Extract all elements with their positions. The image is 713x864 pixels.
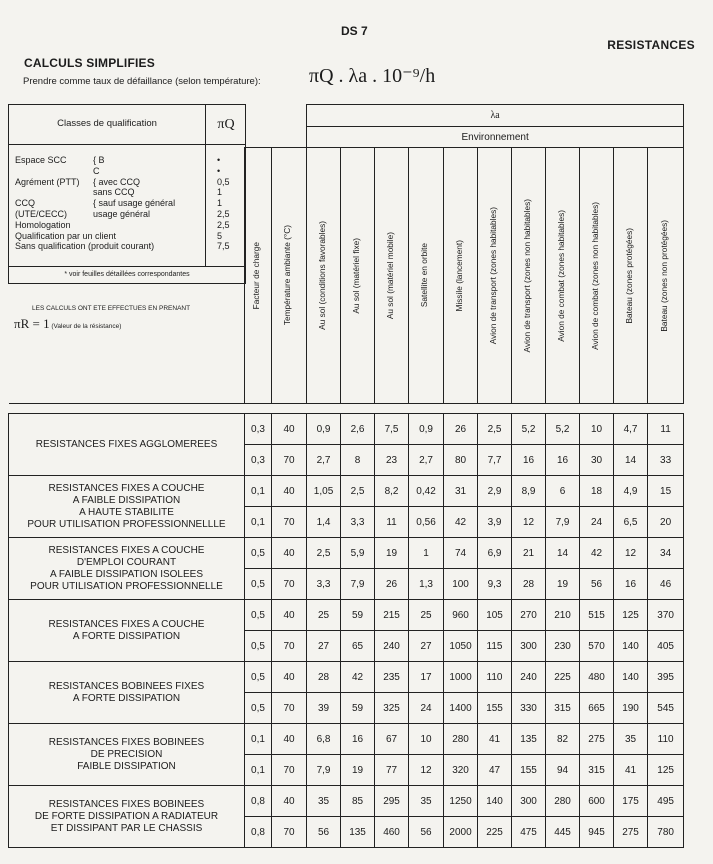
rate-cell: 295: [375, 786, 409, 817]
rate-cell: 41: [478, 724, 512, 755]
rate-cell: 320: [444, 755, 478, 786]
rate-cell: 0,1: [245, 755, 272, 786]
rate-cell: 40: [272, 476, 307, 507]
rate-cell: 59: [341, 693, 375, 724]
column-header-label: Missile (lancement): [453, 239, 464, 312]
resistor-type-line: FAIBLE DISSIPATION: [77, 760, 176, 772]
qualification-sub: sans CCQ: [93, 187, 135, 198]
rate-cell: 0,5: [245, 631, 272, 662]
rate-cell: 18: [580, 476, 614, 507]
pi-r-symbol: πR = 1: [14, 316, 50, 331]
rate-cell: 15: [648, 476, 684, 507]
resistor-type-line: RESISTANCES FIXES AGGLOMEREES: [35, 438, 218, 450]
qualification-value: 0,5: [217, 176, 230, 187]
rate-cell: 9,3: [478, 569, 512, 600]
rate-cell: 27: [409, 631, 444, 662]
rate-cell: 56: [307, 817, 341, 848]
rate-cell: 47: [478, 755, 512, 786]
rate-cell: 275: [580, 724, 614, 755]
table-row: [9, 600, 684, 631]
rate-cell: 395: [648, 662, 684, 693]
rate-cell: 42: [341, 662, 375, 693]
resistor-type-line: DE PRECISION: [90, 748, 163, 760]
rate-cell: 175: [614, 786, 648, 817]
column-header-label: Au sol (matériel mobile): [384, 231, 395, 320]
rate-cell: 215: [375, 600, 409, 631]
rate-cell: 46: [648, 569, 684, 600]
column-header-label: Température ambiante (°C): [282, 225, 293, 326]
column-header-label: Au sol (matériel fixe): [350, 237, 361, 314]
rate-cell: 1,3: [409, 569, 444, 600]
rate-cell: 35: [307, 786, 341, 817]
qualification-label: Homologation: [15, 219, 71, 230]
rate-cell: 25: [307, 600, 341, 631]
calc-note-value: (Valeur de la résistance): [51, 323, 122, 330]
rate-cell: 25: [409, 600, 444, 631]
column-header: [580, 148, 614, 404]
rate-cell: 28: [512, 569, 546, 600]
rate-cell: 0,5: [245, 600, 272, 631]
rate-cell: 2,5: [478, 414, 512, 445]
rate-cell: 1,05: [307, 476, 341, 507]
resistor-type: [9, 538, 245, 600]
rate-cell: 40: [272, 414, 307, 445]
rate-cell: 945: [580, 817, 614, 848]
qualification-row: [15, 155, 241, 166]
qualification-sub: usage général: [93, 208, 151, 219]
rate-cell: 370: [648, 600, 684, 631]
rate-cell: 300: [512, 786, 546, 817]
rate-cell: 135: [341, 817, 375, 848]
calc-note-pi: [14, 316, 244, 332]
resistor-type-line: A FAIBLE DISSIPATION: [72, 494, 181, 506]
rate-cell: 0,5: [245, 662, 272, 693]
rate-cell: 0,5: [245, 693, 272, 724]
rate-cell: 3,3: [307, 569, 341, 600]
rate-cell: 230: [546, 631, 580, 662]
rate-cell: 3,9: [478, 507, 512, 538]
qualification-label: Sans qualification (produit courant): [15, 241, 155, 252]
rate-cell: 35: [409, 786, 444, 817]
qualification-row: [15, 166, 241, 177]
rate-cell: 10: [580, 414, 614, 445]
resistor-type-line: POUR UTILISATION PROFESSIONNELLLE: [27, 518, 226, 530]
resistor-type-line: RESISTANCES FIXES BOBINEES: [48, 798, 205, 810]
rate-cell: 140: [478, 786, 512, 817]
table-row: [9, 662, 684, 693]
rate-cell: 41: [614, 755, 648, 786]
qualification-box: [8, 104, 246, 284]
rate-cell: 600: [580, 786, 614, 817]
rate-cell: 11: [375, 507, 409, 538]
column-header: [478, 148, 512, 404]
rate-cell: 2000: [444, 817, 478, 848]
pi-q-symbol: πQ: [205, 105, 246, 144]
rate-cell: 1,4: [307, 507, 341, 538]
rate-cell: 40: [272, 662, 307, 693]
rate-cell: 34: [648, 538, 684, 569]
rate-cell: 140: [614, 662, 648, 693]
rate-cell: 140: [614, 631, 648, 662]
rate-cell: 8: [341, 445, 375, 476]
rate-cell: 8,9: [512, 476, 546, 507]
rate-cell: 325: [375, 693, 409, 724]
rate-cell: 42: [580, 538, 614, 569]
resistor-type-line: RESISTANCES BOBINEES FIXES: [48, 680, 205, 692]
formula: πQ . λa . 10⁻⁹/h: [309, 65, 436, 87]
rate-cell: 210: [546, 600, 580, 631]
column-header-label: Au sol (conditions favorables): [316, 221, 327, 330]
resistor-type-line: RESISTANCES FIXES A COUCHE: [48, 618, 205, 630]
rate-cell: 16: [512, 445, 546, 476]
rate-cell: 115: [478, 631, 512, 662]
rate-cell: 1050: [444, 631, 478, 662]
rate-cell: 7,9: [341, 569, 375, 600]
rate-cell: 12: [614, 538, 648, 569]
rate-cell: 35: [614, 724, 648, 755]
resistor-type: [9, 476, 245, 538]
rate-cell: 7,9: [546, 507, 580, 538]
rate-cell: 570: [580, 631, 614, 662]
rate-cell: 42: [444, 507, 478, 538]
table-row: [9, 724, 684, 755]
rate-cell: 270: [512, 600, 546, 631]
calc-note: [14, 305, 244, 332]
rate-cell: 960: [444, 600, 478, 631]
table-spacer: [9, 404, 684, 414]
resistor-type-line: RESISTANCES FIXES A COUCHE: [48, 544, 205, 556]
rate-cell: 225: [546, 662, 580, 693]
rate-cell: 70: [272, 631, 307, 662]
rate-cell: 240: [375, 631, 409, 662]
qualification-label: (UTE/CECC): [15, 208, 67, 219]
rate-cell: 74: [444, 538, 478, 569]
rate-cell: 28: [307, 662, 341, 693]
rate-cell: 1400: [444, 693, 478, 724]
qualification-row: [15, 198, 241, 209]
qualification-header: [9, 105, 245, 145]
rate-cell: 545: [648, 693, 684, 724]
rate-cell: 11: [648, 414, 684, 445]
rate-cell: 480: [580, 662, 614, 693]
rate-cell: 2,5: [341, 476, 375, 507]
rate-cell: 0,9: [307, 414, 341, 445]
rate-cell: 110: [648, 724, 684, 755]
resistor-type-line: DE FORTE DISSIPATION A RADIATEUR: [34, 810, 219, 822]
rate-cell: 7,7: [478, 445, 512, 476]
rate-cell: 240: [512, 662, 546, 693]
rate-cell: 70: [272, 755, 307, 786]
rate-cell: 0,1: [245, 724, 272, 755]
rate-cell: 300: [512, 631, 546, 662]
section-title: RESISTANCES: [607, 38, 695, 52]
rate-cell: 2,6: [341, 414, 375, 445]
rate-cell: 77: [375, 755, 409, 786]
rate-cell: 5,2: [512, 414, 546, 445]
column-header: [614, 148, 648, 404]
rate-cell: 2,9: [478, 476, 512, 507]
rate-cell: 56: [409, 817, 444, 848]
resistor-type-line: A FORTE DISSIPATION: [72, 630, 181, 642]
calc-note-line: LES CALCULS ONT ETE EFFECTUES EN PRENANT: [32, 305, 191, 312]
rate-cell: 275: [614, 817, 648, 848]
qualification-sub: { B: [93, 155, 105, 165]
rate-cell: 30: [580, 445, 614, 476]
rate-cell: 21: [512, 538, 546, 569]
rate-cell: 135: [512, 724, 546, 755]
rate-cell: 110: [478, 662, 512, 693]
lambda-header: λa: [307, 105, 684, 127]
rate-cell: 70: [272, 817, 307, 848]
resistor-type: [9, 414, 245, 476]
rate-cell: 475: [512, 817, 546, 848]
rate-cell: 70: [272, 445, 307, 476]
rate-cell: 56: [580, 569, 614, 600]
rate-cell: 280: [546, 786, 580, 817]
rate-cell: 4,9: [614, 476, 648, 507]
rate-cell: 7,5: [375, 414, 409, 445]
column-header-label: Avion de combat (zones habitables): [555, 209, 566, 342]
rate-cell: 445: [546, 817, 580, 848]
rate-cell: 10: [409, 724, 444, 755]
rate-cell: 125: [648, 755, 684, 786]
rate-cell: 20: [648, 507, 684, 538]
rate-cell: 460: [375, 817, 409, 848]
rate-cell: 100: [444, 569, 478, 600]
rate-cell: 40: [272, 600, 307, 631]
page-code: DS 7: [341, 24, 368, 38]
qualification-row: [15, 177, 241, 188]
rate-cell: 235: [375, 662, 409, 693]
column-header: [648, 148, 684, 404]
rate-cell: 780: [648, 817, 684, 848]
rate-cell: 16: [341, 724, 375, 755]
environment-header: Environnement: [307, 127, 684, 148]
resistor-type-line: RESISTANCES FIXES BOBINEES: [48, 736, 205, 748]
table-row: [9, 414, 684, 445]
column-header: [341, 148, 375, 404]
rate-cell: 16: [614, 569, 648, 600]
rate-cell: 31: [444, 476, 478, 507]
rate-cell: 2,5: [307, 538, 341, 569]
resistor-type-line: POUR UTILISATION PROFESSIONNELLE: [30, 580, 223, 592]
rate-cell: 65: [341, 631, 375, 662]
rate-cell: 1: [409, 538, 444, 569]
rate-cell: 0,5: [245, 538, 272, 569]
rate-cell: 665: [580, 693, 614, 724]
rate-cell: 40: [272, 724, 307, 755]
qualification-value: 1: [217, 187, 223, 198]
rate-cell: 3,3: [341, 507, 375, 538]
rate-cell: 5,9: [341, 538, 375, 569]
rate-cell: 4,7: [614, 414, 648, 445]
qualification-value: 7,5: [217, 241, 230, 252]
column-header: [444, 148, 478, 404]
rate-cell: 70: [272, 507, 307, 538]
column-header-label: Satellite en orbite: [419, 243, 430, 308]
rate-cell: 6,9: [478, 538, 512, 569]
rate-cell: 16: [546, 445, 580, 476]
table-row: [9, 476, 684, 507]
rate-cell: 0,8: [245, 786, 272, 817]
rate-cell: 39: [307, 693, 341, 724]
qualification-label: Agrément (PTT): [15, 176, 80, 187]
resistor-type-line: RESISTANCES FIXES A COUCHE: [48, 482, 205, 494]
rate-cell: 0,3: [245, 414, 272, 445]
qualification-sub: { avec CCQ: [93, 176, 141, 187]
rate-cell: 315: [546, 693, 580, 724]
rate-cell: 1250: [444, 786, 478, 817]
rate-cell: 8,2: [375, 476, 409, 507]
table-row: [9, 538, 684, 569]
rate-cell: 6,5: [614, 507, 648, 538]
rate-cell: 23: [375, 445, 409, 476]
column-header: [245, 148, 272, 404]
qualification-value: •: [217, 165, 221, 176]
rate-cell: 2,7: [409, 445, 444, 476]
rate-cell: 155: [512, 755, 546, 786]
instruction: Prendre comme taux de défaillance (selon température):: [23, 76, 261, 87]
rate-cell: 125: [614, 600, 648, 631]
rate-cell: 59: [341, 600, 375, 631]
column-header: [307, 148, 341, 404]
rate-cell: 19: [341, 755, 375, 786]
rate-cell: 0,3: [245, 445, 272, 476]
resistor-type: [9, 662, 245, 724]
rate-cell: 7,9: [307, 755, 341, 786]
qualification-footnote: * voir feuilles détaillées correspondantes: [9, 266, 245, 284]
rate-cell: 27: [307, 631, 341, 662]
column-header: [272, 148, 307, 404]
rate-cell: 225: [478, 817, 512, 848]
qualification-label: Qualification par un client: [15, 230, 117, 241]
qualification-label: CCQ: [15, 198, 35, 209]
qualification-row: [15, 241, 241, 252]
rate-cell: 82: [546, 724, 580, 755]
resistor-type-line: A FORTE DISSIPATION: [72, 692, 181, 704]
rate-cell: 0,1: [245, 476, 272, 507]
rate-cell: 40: [272, 786, 307, 817]
rate-cell: 405: [648, 631, 684, 662]
rate-cell: 190: [614, 693, 648, 724]
rate-cell: 495: [648, 786, 684, 817]
column-header-label: Avion de combat (zones non habitables): [589, 201, 600, 350]
rate-cell: 280: [444, 724, 478, 755]
heading: CALCULS SIMPLIFIES: [24, 56, 155, 70]
qualification-value: 5: [217, 230, 223, 241]
resistor-type-line: A FAIBLE DISSIPATION ISOLEES: [49, 568, 204, 580]
qualification-value: 1: [217, 198, 223, 209]
rate-cell: 24: [409, 693, 444, 724]
column-header-label: Facteur de charge: [251, 241, 261, 310]
rate-cell: 2,7: [307, 445, 341, 476]
resistor-type-line: ET DISSIPANT PAR LE CHASSIS: [50, 822, 203, 834]
rate-cell: 315: [580, 755, 614, 786]
resistor-type: [9, 600, 245, 662]
rate-cell: 33: [648, 445, 684, 476]
qualification-value: 2,5: [217, 219, 230, 230]
qualification-sub: { sauf usage général: [93, 198, 176, 209]
rate-cell: 40: [272, 538, 307, 569]
qualification-row: [15, 231, 241, 242]
rate-cell: 14: [614, 445, 648, 476]
table-row: [9, 786, 684, 817]
column-header: [512, 148, 546, 404]
rate-cell: 0,1: [245, 507, 272, 538]
qualification-sub: C: [93, 165, 100, 176]
rate-cell: 80: [444, 445, 478, 476]
rate-cell: 0,8: [245, 817, 272, 848]
column-header-label: Bateau (zones non protégées): [658, 219, 669, 332]
rate-cell: 12: [409, 755, 444, 786]
rate-cell: 515: [580, 600, 614, 631]
qualification-rows: [15, 155, 241, 252]
qualification-label: Espace SCC: [15, 155, 67, 165]
rate-cell: 70: [272, 569, 307, 600]
column-header-label: Bateau (zones protégées): [623, 227, 634, 324]
rate-cell: 12: [512, 507, 546, 538]
column-header: [546, 148, 580, 404]
rate-cell: 6,8: [307, 724, 341, 755]
qualification-row: [15, 187, 241, 198]
rate-cell: 17: [409, 662, 444, 693]
qualification-row: [15, 209, 241, 220]
qualification-row: [15, 220, 241, 231]
rate-cell: 1000: [444, 662, 478, 693]
resistor-type-line: D'EMPLOI COURANT: [76, 556, 177, 568]
rate-cell: 85: [341, 786, 375, 817]
rate-cell: 155: [478, 693, 512, 724]
resistor-type: [9, 724, 245, 786]
rate-cell: 0,5: [245, 569, 272, 600]
rate-cell: 330: [512, 693, 546, 724]
rate-cell: 26: [444, 414, 478, 445]
rate-cell: 26: [375, 569, 409, 600]
rate-cell: 70: [272, 693, 307, 724]
rate-cell: 67: [375, 724, 409, 755]
column-header-label: Avion de transport (zones habitables): [487, 206, 498, 345]
rate-cell: 14: [546, 538, 580, 569]
rate-cell: 0,56: [409, 507, 444, 538]
column-header: [409, 148, 444, 404]
rate-cell: 19: [375, 538, 409, 569]
rate-cell: 94: [546, 755, 580, 786]
resistor-type: [9, 786, 245, 848]
column-header-label: Avion de transport (zones non habitables): [521, 198, 532, 353]
resistor-type-line: A HAUTE STABILITE: [79, 506, 174, 518]
qualification-title: Classes de qualification: [57, 118, 157, 129]
qualification-value: 2,5: [217, 208, 230, 219]
rate-cell: 19: [546, 569, 580, 600]
rate-cell: 5,2: [546, 414, 580, 445]
qualification-value: •: [217, 155, 221, 165]
column-header: [375, 148, 409, 404]
rate-cell: 0,9: [409, 414, 444, 445]
rate-cell: 0,42: [409, 476, 444, 507]
rate-cell: 105: [478, 600, 512, 631]
rate-cell: 6: [546, 476, 580, 507]
rate-cell: 24: [580, 507, 614, 538]
